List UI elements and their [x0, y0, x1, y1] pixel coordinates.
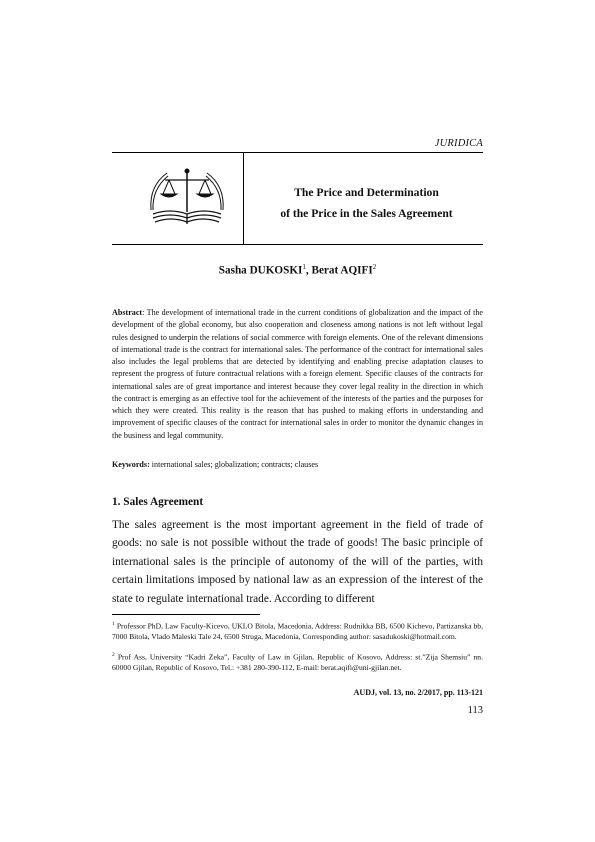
keywords-text: international sales; globalization; contracts; clauses	[149, 460, 319, 469]
section-heading: 1. Sales Agreement	[112, 496, 204, 508]
journal-citation: AUDJ, vol. 13, no. 2/2017, pp. 113-121	[353, 688, 483, 697]
title-rule	[112, 244, 483, 245]
abstract	[112, 307, 483, 442]
justice-scales-logo-icon	[143, 164, 231, 230]
footnote-1-mark: 1	[112, 621, 115, 627]
keywords-label: Keywords:	[112, 460, 150, 469]
footnote-mark-1: 1	[302, 263, 306, 271]
footnote-2-text: Prof Ass, University “Kadri Zeka”, Faculty of Law in Gjilan, Republic of Kosovo, Address: st.”Zija Shemsiu” nn. 60000 Gjilan, Republic of Kosovo, Tel.: +381 280-390-112, E-mail: berat.aqifi@uni-gjilan.net.	[112, 652, 483, 673]
keywords	[112, 459, 483, 471]
footnote-mark-2: 2	[372, 263, 377, 271]
page-number: 113	[467, 705, 483, 716]
authors	[112, 263, 483, 277]
footnote-2-mark: 2	[112, 652, 115, 658]
author-2: Berat AQIFI	[311, 264, 373, 277]
article-title	[250, 182, 483, 224]
footnote-1-text: Professor PhD, Law Faculty-Kicevo, UKLO Bitola, Macedonia, Address: Rudnikka BB, 6500 Kichevo, Partizanska bb, 7000 Bitola, Vlado Maleski Tale 24, 6500 Struga, Macedonia, Corresponding author: sasadukoski@hotmail.com.	[112, 621, 483, 642]
header-divider	[243, 152, 244, 244]
title-line-2: of the Price in the Sales Agreement	[280, 207, 453, 220]
footnote-rule	[112, 614, 260, 615]
footnote-1	[112, 619, 483, 643]
title-line-1: The Price and Determination	[294, 186, 439, 199]
abstract-text: : The development of international trade in the current conditions of globalization and the impact of the development of the global economy, but also cooperation and closeness among nations is not left without legal rules designed to underpin the relations of social commerce with foreign elements. One of the relevant dimensions of international trade is the contract for international sales. The performance of the contract for international sales also includes the legal problems that are detected by identifying and enabling precise adaptation clauses to represent the progress of future contractual relations with a foreign element. Specific clauses of the contracts for international sales are of great importance and interest because they cover legal reality in the direction in which the contract is emerging as an effective tool for the achievement of the interests of the parties and the purposes for which they were created. This reality is the reason that has pushed to making efforts in understanding and improvement of specific clauses of the contract for international sales in order to monitor the dynamic changes in the business and legal community.	[112, 308, 483, 440]
section-body: The sales agreement is the most important agreement in the field of trade of goods: no sale is not possible without the trade of goods! The basic principle of international sales is the principle of autonomy of the will of the parties, with certain limitations imposed by national law as an expression of the interest of the state to regulate international trade. According to different	[112, 519, 483, 605]
author-separator: ,	[305, 264, 312, 277]
footnote-2	[112, 650, 483, 674]
journal-name: JURIDICA	[434, 138, 483, 149]
header-rule	[112, 152, 483, 153]
author-1: Sasha DUKOSKI	[218, 264, 303, 277]
abstract-label: Abstract	[112, 308, 143, 317]
